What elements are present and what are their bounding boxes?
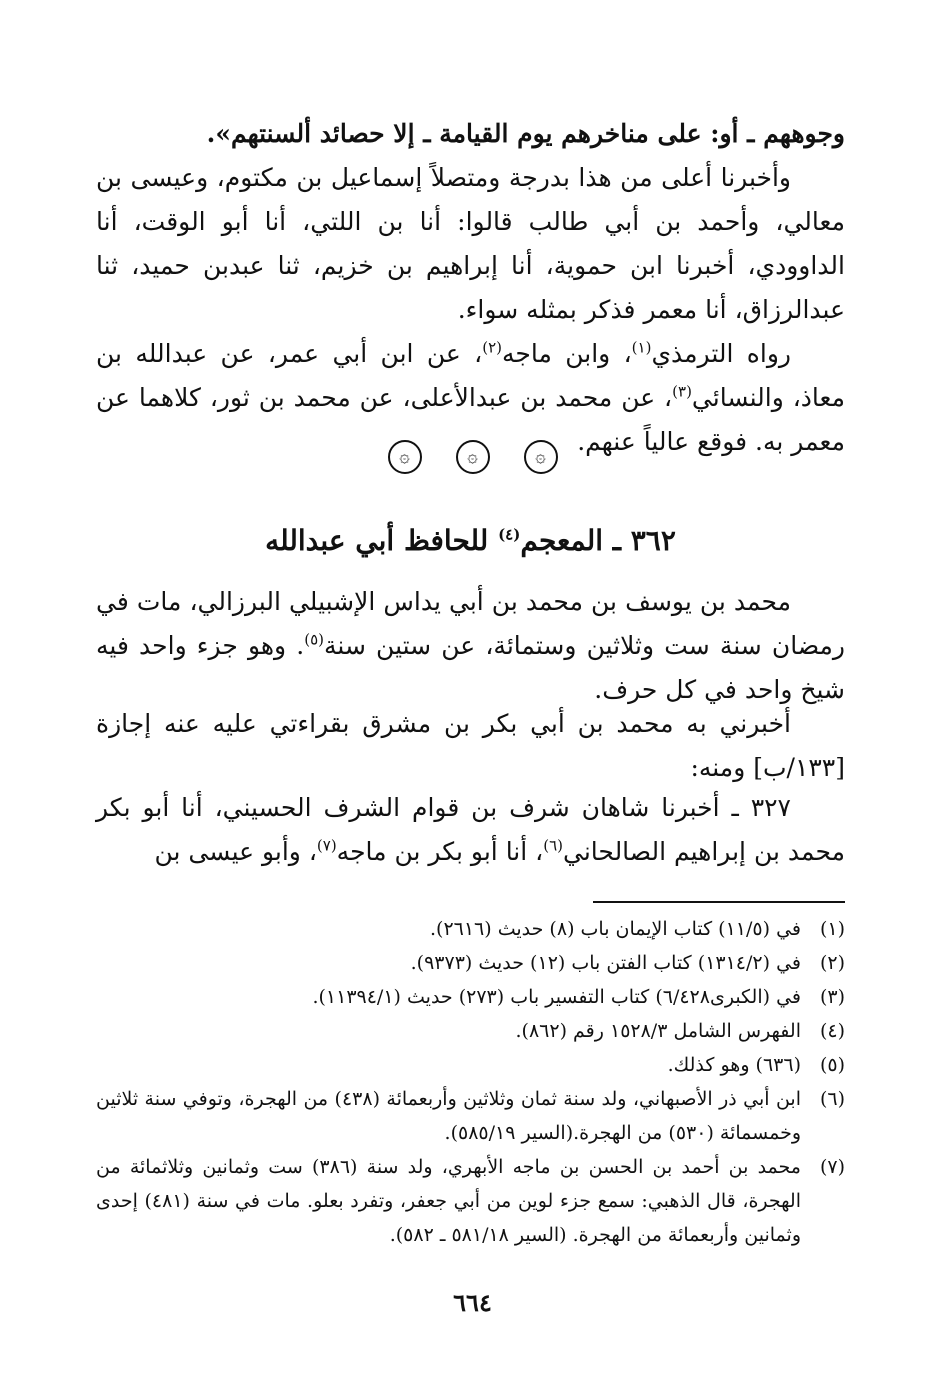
- footnote-text: في (١١/٥) كتاب الإيمان باب (٨) حديث (٢٦١٦).: [429, 918, 801, 940]
- footnote-text: الفهرس الشامل ١٥٢٨/٣ رقم (٨٦٢).: [515, 1020, 801, 1042]
- footnote-ref-5[interactable]: (٥): [304, 630, 324, 649]
- description-text-b: . وهو جزء واحد فيه شيخ واحد في كل حرف.: [96, 631, 845, 704]
- hadith-text-b: ، أنا أبو بكر بن ماجه: [336, 837, 544, 866]
- description-text-a: محمد بن يوسف بن محمد بن أبي يداس الإشبيلي البرزالي، مات في رمضان سنة ست وثلاثين وستمائة، عن ستين سنة: [96, 587, 846, 660]
- footnote-number: (١): [819, 918, 845, 940]
- takhrij-text-c: ، عن ابن أبي عمر، عن عبدالله بن معاذ، والنسائي: [96, 339, 845, 412]
- entry-chain: أخبرني به محمد بن أبي بكر بن مشرق بقراءتي عليه عنه إجازة [١٣٣/ب] ومنه:: [96, 709, 845, 782]
- footnote-number: (٦): [819, 1088, 845, 1110]
- footnote-ref-6[interactable]: (٦): [543, 836, 564, 855]
- footnote-item: [96, 1082, 845, 1150]
- heading-text-a: ٣٦٢ ـ المعجم: [520, 524, 676, 557]
- footnote-item: [96, 946, 845, 980]
- footnote-text: في (الكبرى٦/٤٢٨) كتاب التفسير باب (٢٧٣) حديث (١١٣٩٤/١).: [312, 986, 801, 1008]
- footnote-ref-7[interactable]: (٧): [316, 836, 337, 855]
- hadith-327: [96, 786, 845, 874]
- footnote-ref-3[interactable]: (٣): [672, 382, 692, 401]
- footnotes: [96, 912, 845, 1252]
- footnote-item: [96, 912, 845, 946]
- ornament-icon: ۞: [524, 440, 558, 474]
- footnote-ref-4[interactable]: (٤): [498, 525, 521, 544]
- footnote-number: (٤): [819, 1020, 845, 1042]
- entry-heading: [96, 524, 845, 557]
- takhrij-text-b: ، وابن ماجه: [502, 339, 632, 368]
- footnote-item: [96, 1048, 845, 1082]
- footnote-item: [96, 1014, 845, 1048]
- quote-ending: وجوههم ـ أو: على مناخرهم يوم القيامة ـ إلا حصائد ألسنتهم».: [206, 119, 845, 148]
- footnote-number: (٧): [819, 1156, 845, 1178]
- takhrij-text-d: ، عن محمد بن عبدالأعلى، عن محمد بن ثور، كلاهما عن معمر به. فوقع عالياً عنهم.: [96, 383, 845, 456]
- footnote-text: في (١٣١٤/٢) كتاب الفتن باب (١٢) حديث (٩٣٧٣).: [410, 952, 801, 974]
- page-number: ٦٦٤: [453, 1288, 492, 1317]
- chain-paragraph: وأخبرنا أعلى من هذا بدرجة ومتصلاً إسماعيل بن مكتوم، وعيسى بن معالي، وأحمد بن أبي طالب قالوا: أنا بن اللتي، أنا أبو الوقت، أنا الداوودي، أخبرنا ابن حموية، أنا إبراهيم بن خزيم، ثنا عبدبن حميد، ثنا عبدالرزاق، أنا معمر فذكر بمثله سواء.: [96, 163, 845, 324]
- ornament-icon: ۞: [456, 440, 490, 474]
- hadith-text-c: ، وأبو عيسى بن: [154, 837, 317, 866]
- hadith-text-a: ٣٢٧ ـ أخبرنا شاهان شرف بن قوام الشرف الحسيني، أنا أبو بكر محمد بن إبراهيم الصالحاني: [96, 793, 845, 866]
- footnote-text: (٦٣٦) وهو كذلك.: [667, 1054, 801, 1076]
- heading-text-b: للحافظ أبي عبدالله: [265, 524, 499, 557]
- footnote-text: ابن أبي ذر الأصبهاني، ولد سنة ثمان وثلاثين وأربعمائة (٤٣٨) من الهجرة، وتوفي سنة ثلاثين وخمسمائة (٥٣٠) من الهجرة.(السير ٥٨٥/١٩).: [96, 1088, 801, 1144]
- footnote-number: (٣): [819, 986, 845, 1008]
- footnote-number: (٢): [819, 952, 845, 974]
- footnote-text: محمد بن أحمد بن الحسن بن ماجه الأبهري، ولد سنة (٣٨٦) ست وثمانين وثلاثمائة من الهجرة، قال الذهبي: سمع جزء لوين من أبي جعفر، وتفرد بعلو. مات في سنة (٤٨١) إحدى وثمانين وأربعمائة من الهجرة. (السير ٥٨١/١٨ ـ ٥٨٢).: [96, 1156, 801, 1246]
- footnote-number: (٥): [819, 1054, 845, 1076]
- entry-description: [96, 580, 845, 712]
- takhrij-text-a: رواه الترمذي: [651, 339, 791, 368]
- ornament-icon: ۞: [388, 440, 422, 474]
- section-divider: [0, 440, 945, 474]
- footnote-ref-1[interactable]: (١): [631, 338, 652, 357]
- footnote-item: [96, 1150, 845, 1252]
- footnote-item: [96, 980, 845, 1014]
- footnote-ref-2[interactable]: (٢): [482, 338, 502, 357]
- footnote-separator: [593, 901, 845, 903]
